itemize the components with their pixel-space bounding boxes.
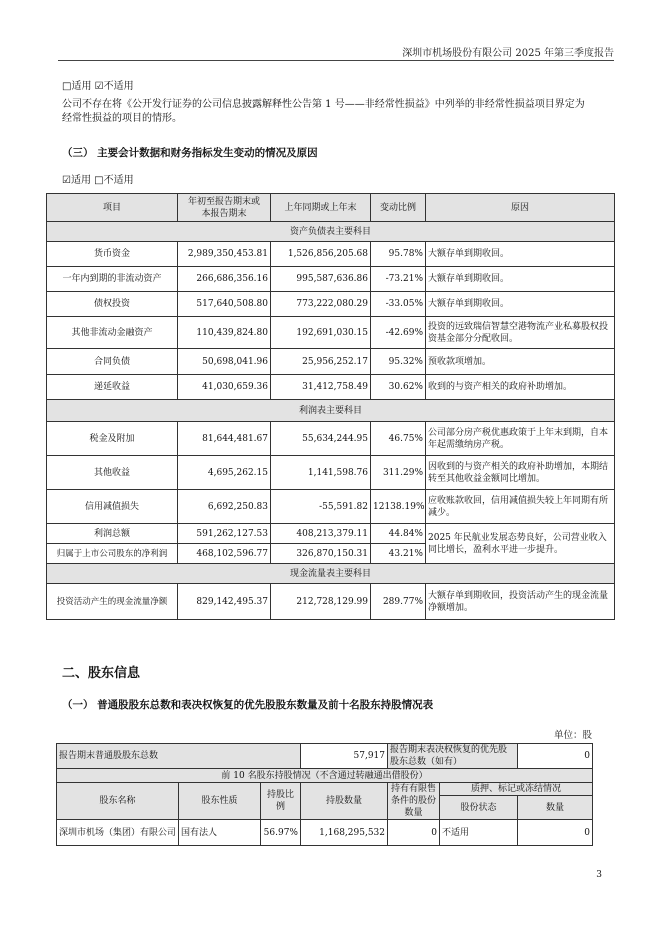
table-row: 信用减值损失 6,692,250.83 -55,591.82 12138.19% 应收账款收回，信用减值损失较上年同期有所减少。 <box>47 490 615 524</box>
section-balance-sheet: 资产负债表主要科目 <box>47 222 615 242</box>
table-header-row <box>47 194 615 222</box>
section-2-1-heading: （一） 普通股股东总数和表决权恢复的优先股股东数量及前十名股东持股情况表 <box>62 699 434 711</box>
header-reason: 原因 <box>426 194 615 222</box>
section-cash-flow: 现金流量表主要科目 <box>47 564 615 584</box>
page-number: 3 <box>596 870 602 880</box>
table-row: 深圳市机场（集团）有限公司 国有法人 56.97% 1,168,295,532 0 不适用 0 <box>57 820 593 846</box>
financial-change-table <box>46 193 615 620</box>
table-row: 一年内到期的非流动资产 266,686,356.16 995,587,636.86 -73.21% 大额存单到期收回。 <box>47 267 615 292</box>
section-2-heading: 二、股东信息 <box>62 666 141 681</box>
table-row: 利润总额 591,262,127.53 408,213,379.11 44.84% 2025 年民航业发展态势良好，公司营业收入同比增长，盈利水平进一步提升。 <box>47 524 615 544</box>
shareholder-header-row: 股东名称 股东性质 持股比例 持股数量 持有有限售条件的股份数量 质押、标记或冻结情况 <box>57 783 593 796</box>
top10-heading: 前 10 名股东持股情况（不含通过转融通出借股份） <box>57 769 593 783</box>
table-row: 货币资金 2,989,350,453.81 1,526,856,205.68 95.78% 大额存单到期收回。 <box>47 242 615 267</box>
table-row: 归属于上市公司股东的净利润 468,102,596.77 326,870,150.31 43.21% <box>47 544 615 564</box>
table-row: 其他收益 4,695,262.15 1,141,598.76 311.29% 因收到的与资产相关的政府补助增加，本期结转至其他收益金额同比增加。 <box>47 456 615 490</box>
paragraph-line-2: 经常性损益的项目的情形。 <box>62 113 182 124</box>
header-prior: 上年同期或上年末 <box>271 194 371 222</box>
total-shareholders-row: 报告期末普通股股东总数 57,917 报告期末表决权恢复的优先股股东总数（如有） 0 <box>57 744 593 769</box>
table-row: 债权投资 517,640,508.80 773,222,080.29 -33.05% 大额存单到期收回。 <box>47 292 615 317</box>
header-title: 深圳市机场股份有限公司 2025 年第三季度报告 <box>402 48 614 59</box>
applicable-checkbox-line: □适用 ☑不适用 <box>62 81 134 92</box>
applicable-checkbox-line-2: ☑适用 □不适用 <box>62 175 134 186</box>
section-3-heading: （三） 主要会计数据和财务指标发生变动的情况及原因 <box>62 147 318 159</box>
unit-label: 单位：股 <box>553 730 592 741</box>
table-row: 税金及附加 81,644,481.67 55,634,244.95 46.75% 公司部分房产税优惠政策于上年末到期，自本年起需缴纳房产税。 <box>47 422 615 456</box>
table-row: 其他非流动金融资产 110,439,824.80 192,691,030.15 -42.69% 投资的远致瑞信智慧空港物流产业私募股权投资基金部分分配收回。 <box>47 317 615 349</box>
header-divider <box>58 60 614 61</box>
header-item: 项目 <box>47 194 178 222</box>
header-current: 年初至报告期末或 本报告期末 <box>178 194 271 222</box>
header-change: 变动比例 <box>371 194 426 222</box>
paragraph-line-1: 公司不存在将《公开发行证券的公司信息披露解释性公告第 1 号——非经常性损益》中列举的非经常性损益项目界定为 <box>62 99 585 110</box>
table-row: 递延收益 41,030,659.36 31,412,758.49 30.62% 收到的与资产相关的政府补助增加。 <box>47 375 615 400</box>
table-row: 投资活动产生的现金流量净额 829,142,495.37 212,728,129.99 289.77% 大额存单到期收回，投资活动产生的现金流量净额增加。 <box>47 584 615 620</box>
shareholder-table: 报告期末普通股股东总数 57,917 报告期末表决权恢复的优先股股东总数（如有） 0 前 10 名股东持股情况（不含通过转融通出借股份） 股东名称 股东性质 持股比例 持股数量 持有有限售条件的股份数量 质押、标记或冻结情况 股份状态 数量 深圳市机场（集团）有限公司 国有法人 56.97% 1,168,295,532 0 不适用 0 <box>56 743 593 846</box>
section-income-statement: 利润表主要科目 <box>47 400 615 422</box>
table-row: 合同负债 50,698,041.96 25,956,252.17 95.32% 预收款项增加。 <box>47 349 615 375</box>
